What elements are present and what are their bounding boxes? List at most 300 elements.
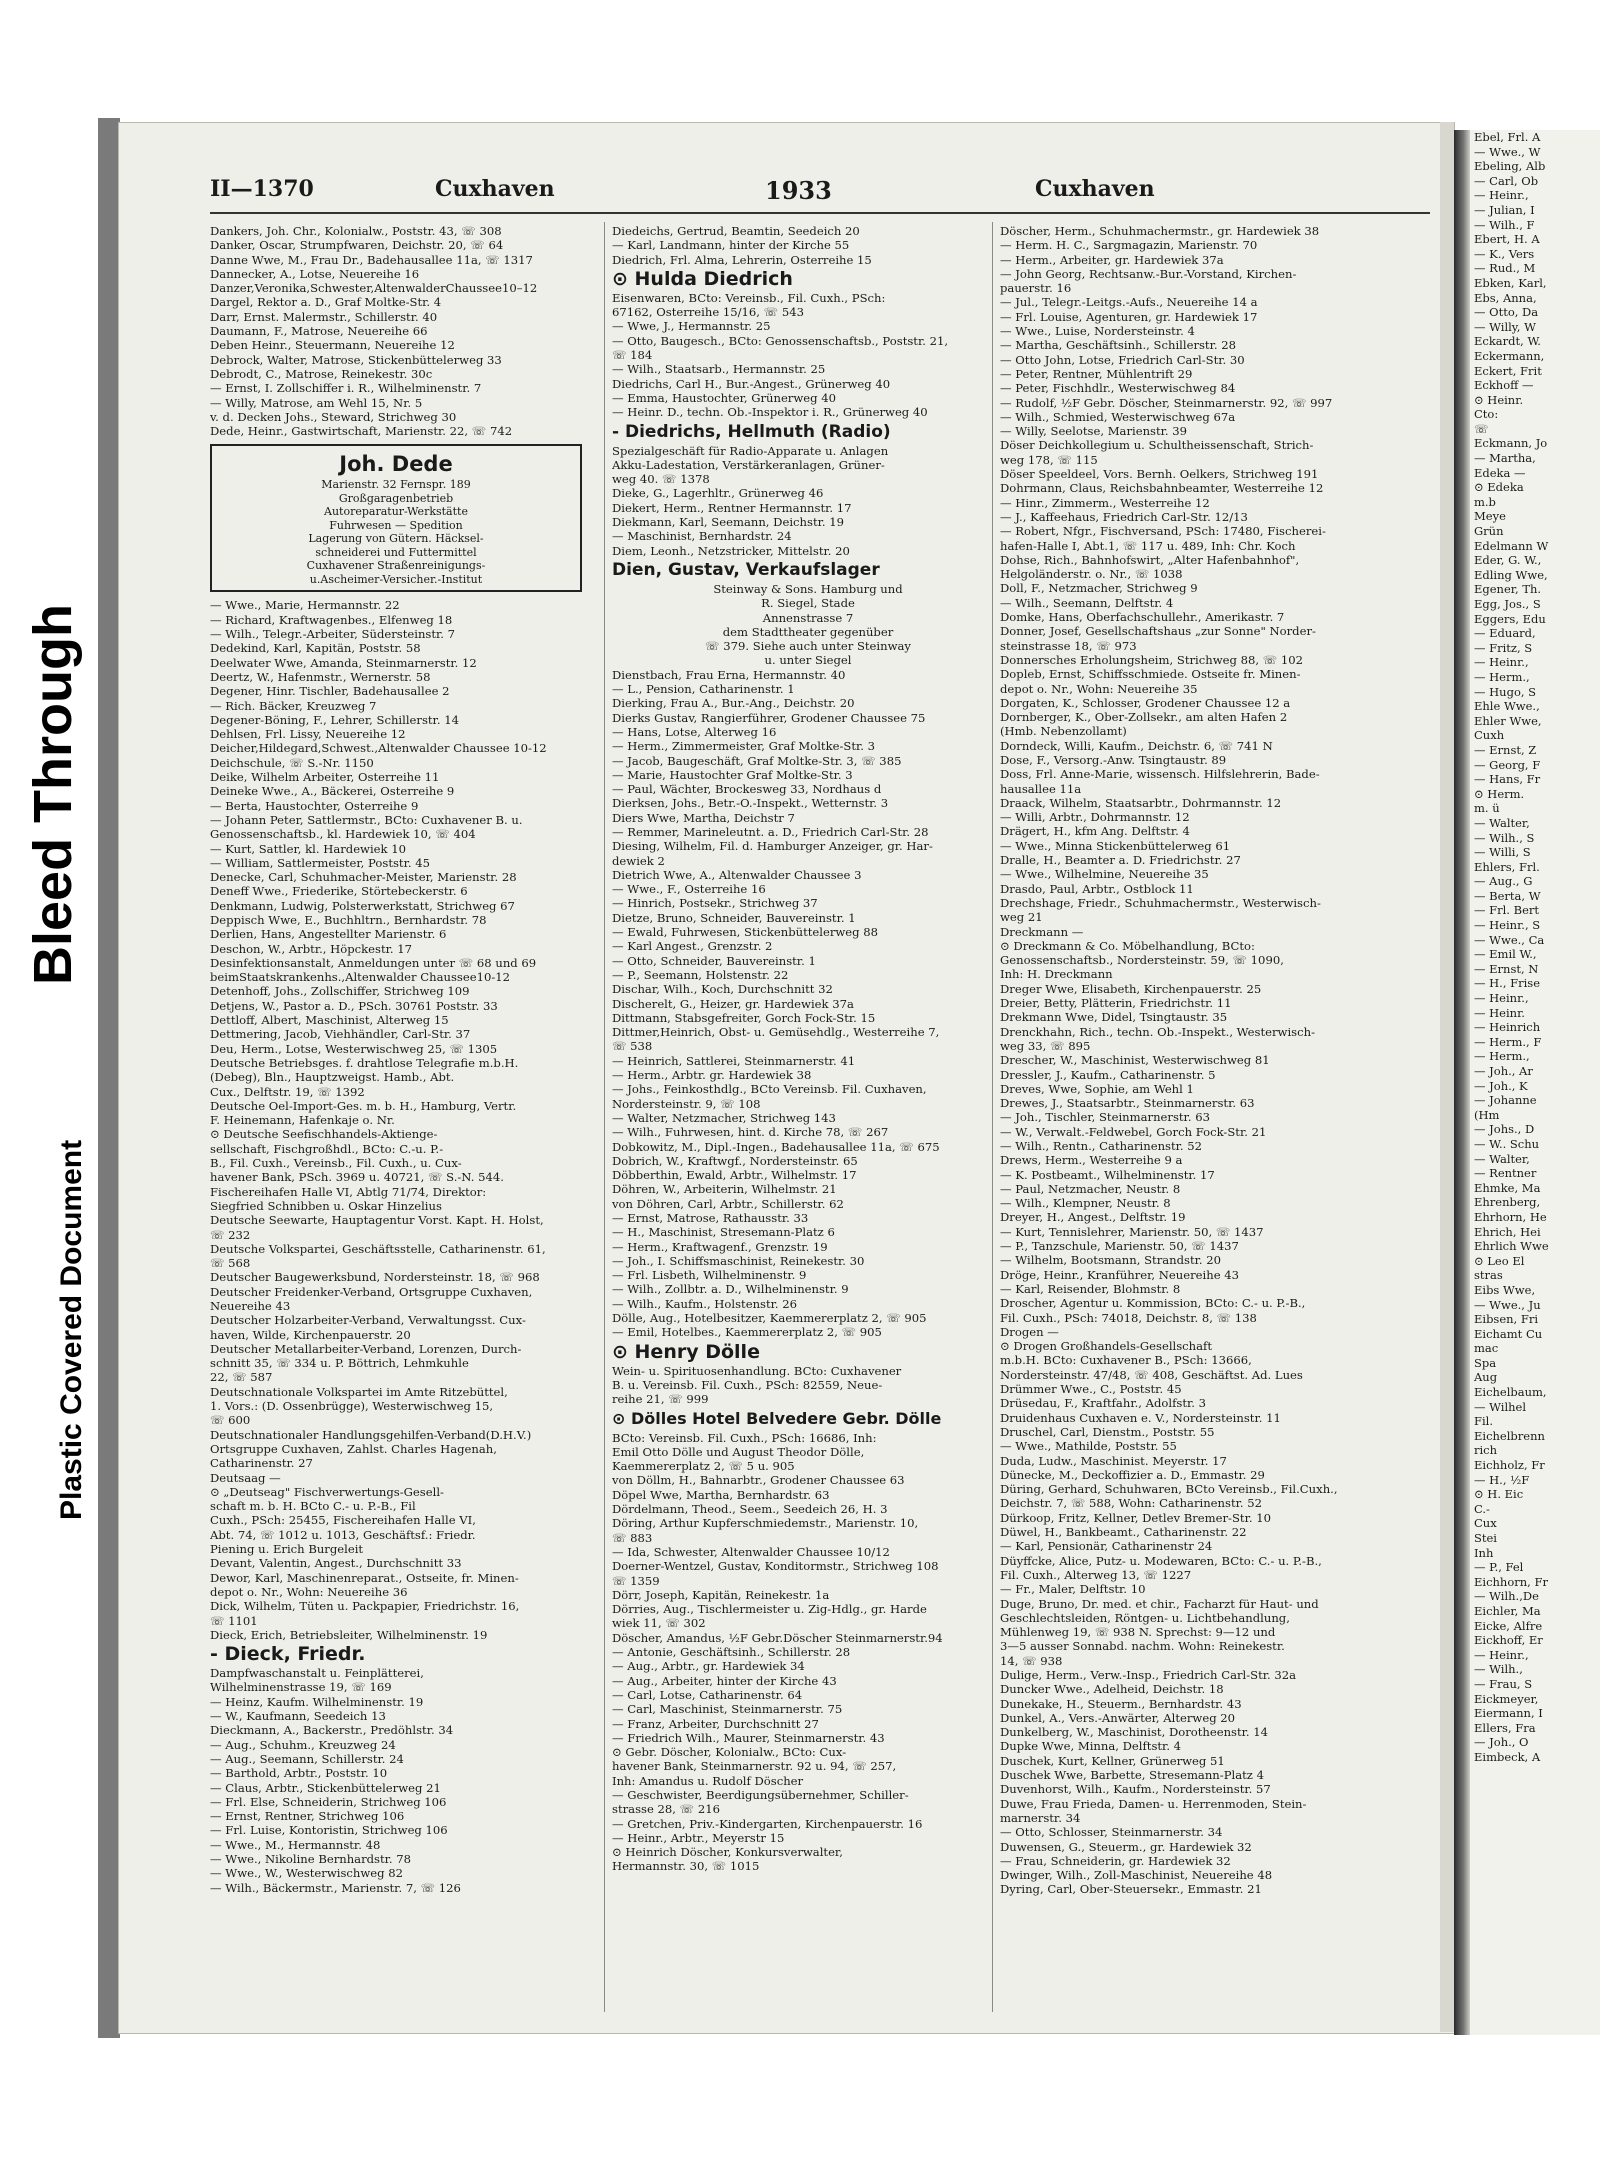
directory-entry: Dittmer,Heinrich, Obst- u. Gemüsehdlg., Westerreihe 7,	[612, 1025, 940, 1040]
directory-entry: 67162, Osterreihe 15/16, ☏ 543	[612, 305, 804, 320]
directory-entry: — Robert, Nfgr., Fischversand, PSch: 17480, Fischerei-	[1000, 524, 1326, 539]
facing-page-entry: — Heinr.,	[1474, 188, 1529, 203]
directory-entry: B. u. Vereinsb. Fil. Cuxh., PSch: 82559, Neue-	[612, 1377, 883, 1392]
directory-entry: — Wilh., Zollbtr. a. D., Wilhelminenstr. 9	[612, 1282, 849, 1297]
directory-entry: Dunekake, H., Steuerm., Bernhardstr. 43	[1000, 1696, 1242, 1711]
directory-entry: 1. Vors.: (D. Ossenbrügge), Westerwischweg 15,	[210, 1399, 494, 1414]
facing-page-entry: — Wwe., W	[1474, 144, 1541, 159]
directory-entry: — Carl, Maschinist, Steinmarnerstr. 75	[612, 1702, 843, 1717]
directory-entry: Donner, Josef, Gesellschaftshaus „zur Sonne" Norder-	[1000, 624, 1316, 639]
ad-line: ☏ 379. Siehe auch unter Steinway	[705, 639, 911, 654]
facing-page-entry: (Hm	[1474, 1107, 1500, 1122]
directory-entry: — Rudolf, ½F Gebr. Döscher, Steinmarnerstr. 92, ☏ 997	[1000, 395, 1333, 410]
directory-entry: — Joh., Tischler, Steinmarnerstr. 63	[1000, 1110, 1210, 1125]
facing-page-entry: Ellers, Fra	[1474, 1720, 1536, 1735]
directory-entry: Danzer,Veronika,Schwester,AltenwalderChaussee10–12	[210, 281, 538, 296]
directory-entry: — Ewald, Fuhrwesen, Stickenbüttelerweg 88	[612, 925, 879, 940]
facing-page-entry: — Ernst, Z	[1474, 742, 1537, 757]
directory-entry: — Richard, Kraftwagenbes., Elfenweg 18	[210, 612, 453, 627]
directory-entry: Diers Wwe, Martha, Deichstr 7	[612, 810, 795, 825]
directory-entry: Dreger Wwe, Elisabeth, Kirchenpauerstr. 25	[1000, 981, 1262, 996]
directory-entry: (Hmb. Nebenzollamt)	[1000, 724, 1127, 739]
directory-entry: Dienstbach, Frau Erna, Hermannstr. 40	[612, 667, 846, 682]
directory-entry: Dietrich Wwe, A., Altenwalder Chaussee 3	[612, 867, 862, 882]
directory-entry: Duda, Ludw., Maschinist. Meyerstr. 17	[1000, 1453, 1227, 1468]
facing-page-entry: — Hugo, S	[1474, 684, 1537, 699]
facing-page-entry: mac	[1474, 1341, 1499, 1356]
directory-entry: Geschlechtsleiden, Röntgen- u. Lichtbehandlung,	[1000, 1610, 1290, 1625]
directory-entry: Dieckmann, A., Backerstr., Predöhlstr. 34	[210, 1723, 454, 1738]
directory-entry: Derlien, Hans, Angestellter Marienstr. 6	[210, 927, 447, 942]
ad-line: Cuxhavener Straßenreinigungs-	[306, 559, 486, 573]
facing-page-entry: ⊙ H. Eic	[1474, 1487, 1524, 1502]
directory-entry: Diem, Leonh., Netzstricker, Mittelstr. 20	[612, 543, 850, 558]
directory-entry: wiek 11, ☏ 302	[612, 1616, 706, 1631]
directory-entry: depot o. Nr., Wohn: Neuereihe 36	[210, 1584, 408, 1599]
facing-page-entry: — Willi, S	[1474, 845, 1531, 860]
directory-entry: — Claus, Arbtr., Stickenbüttelerweg 21	[210, 1780, 441, 1795]
directory-entry: — W., Kaufmann, Seedeich 13	[210, 1709, 386, 1724]
directory-entry: — Wilh., Seemann, Delftstr. 4	[1000, 595, 1174, 610]
facing-page-entry: — Walter,	[1474, 1151, 1530, 1166]
directory-entry: — Hinr., Zimmerm., Westerreihe 12	[1000, 495, 1210, 510]
directory-entry: Darr, Ernst. Malermstr., Schillerstr. 40	[210, 309, 438, 324]
facing-page-entry: — Rentner	[1474, 1166, 1537, 1181]
directory-entry: — Ernst, Rentner, Strichweg 106	[210, 1809, 405, 1824]
directory-entry: Deutschnationale Volkspartei im Amte Ritzebüttel,	[210, 1384, 508, 1399]
directory-entry: Dieke, G., Lagerhltr., Grünerweg 46	[612, 486, 824, 501]
facing-page-entry: — Willy, W	[1474, 319, 1536, 334]
facing-page-entry: Ebken, Karl,	[1474, 275, 1547, 290]
facing-page-entry: Egg, Jos., S	[1474, 597, 1541, 611]
directory-entry: Dreier, Betty, Plätterin, Friedrichstr. 11	[1000, 996, 1232, 1011]
facing-page-entry: — Johanne	[1474, 1093, 1537, 1108]
city-left: Cuxhaven	[435, 176, 555, 202]
directory-entry: — Aug., Seemann, Schillerstr. 24	[210, 1751, 404, 1766]
facing-page-entry: — Heinr.	[1474, 1005, 1525, 1020]
ad-line: Autoreparatur-Werkstätte	[324, 505, 468, 519]
facing-page-entry: Ehlers, Frl.	[1474, 859, 1540, 874]
directory-entry: — Maschinist, Bernhardstr. 24	[612, 529, 792, 544]
directory-entry: dewiek 2	[612, 853, 665, 868]
directory-entry: — Wwe., F., Osterreihe 16	[612, 882, 766, 897]
directory-entry: Siegfried Schnibben u. Oskar Hinzelius	[210, 1198, 442, 1213]
directory-entry: Deelwater Wwe, Amanda, Steinmarnerstr. 12	[210, 655, 477, 670]
directory-entry: Drekmann Wwe, Didel, Tsingtaustr. 35	[1000, 1010, 1228, 1025]
facing-page-entry: ⊙ Edeka	[1474, 480, 1524, 495]
facing-page-entry: Edelmann W	[1474, 538, 1549, 553]
directory-entry: ⊙ „Deutseag" Fischverwertungs-Gesell-	[210, 1484, 444, 1499]
directory-entry: — Peter, Fischhdlr., Westerwischweg 84	[1000, 381, 1236, 396]
directory-entry: Dettmering, Jacob, Viehhändler, Carl-Str. 37	[210, 1027, 471, 1042]
directory-entry: Genossenschaftsb., kl. Hardewiek 10, ☏ 404	[210, 827, 476, 842]
directory-entry: — Wilh., Fuhrwesen, hint. d. Kirche 78, ☏ 267	[612, 1125, 889, 1140]
directory-entry: — Hans, Lotse, Alterweg 16	[612, 724, 777, 739]
directory-entry: von Döllm, H., Bahnarbtr., Grodener Chaussee 63	[612, 1473, 905, 1488]
directory-entry: Deutscher Metallarbeiter-Verband, Lorenzen, Durch-	[210, 1341, 522, 1356]
directory-entry: Dunkel, A., Vers.-Anwärter, Alterweg 20	[1000, 1710, 1236, 1725]
entry-dieck-friedr: - Dieck, Friedr.	[210, 1643, 366, 1666]
directory-entry: Hermannstr. 30, ☏ 1015	[612, 1859, 760, 1874]
facing-page-entry: — Frl. Bert	[1474, 903, 1539, 918]
entry-henry-doelle: ⊙ Henry Dölle	[612, 1340, 760, 1363]
directory-entry: Dopleb, Ernst, Schiffsschmiede. Ostseite fr. Minen-	[1000, 667, 1301, 682]
facing-page-entry: Eibs Wwe,	[1474, 1282, 1536, 1297]
directory-entry: — Frau, Schneiderin, gr. Hardewiek 32	[1000, 1853, 1231, 1868]
directory-entry: — Heinr. D., techn. Ob.-Inspektor i. R., Grünerweg 40	[612, 405, 928, 420]
directory-entry: — Karl Angest., Grenzstr. 2	[612, 939, 773, 954]
directory-entry: — Heinz, Kaufm. Wilhelminenstr. 19	[210, 1694, 424, 1709]
directory-entry: Deutscher Baugewerksbund, Nordersteinstr. 18, ☏ 968	[210, 1270, 540, 1285]
directory-entry: — Willi, Arbtr., Dohrmannstr. 12	[1000, 810, 1190, 825]
directory-entry: Döpel Wwe, Martha, Bernhardstr. 63	[612, 1487, 830, 1502]
ad-line: Marienstr. 32 Fernspr. 189	[321, 478, 471, 492]
directory-entry: Düyffcke, Alice, Putz- u. Modewaren, BCto: C.- u. P.-B.,	[1000, 1553, 1322, 1568]
page-edge-shadow	[1440, 122, 1454, 2032]
directory-entry: Duschek Wwe, Barbette, Stresemann-Platz 4	[1000, 1768, 1264, 1783]
facing-page-entry: — Heinr.,	[1474, 1647, 1529, 1662]
directory-entry: Degener, Hinr. Tischler, Badehausallee 2	[210, 684, 450, 699]
page-number: II—1370	[210, 176, 314, 202]
directory-entry: weg 21	[1000, 910, 1043, 925]
directory-entry: — Herm., Kraftwagenf., Grenzstr. 19	[612, 1239, 828, 1254]
directory-entry: — Otto John, Lotse, Friedrich Carl-Str. 30	[1000, 352, 1245, 367]
directory-entry: Catharinenstr. 27	[210, 1456, 313, 1471]
facing-page-entry: Stei	[1474, 1531, 1497, 1545]
directory-entry: Dankers, Joh. Chr., Kolonialw., Poststr. 43, ☏ 308	[210, 224, 502, 238]
directory-entry: Dettloff, Albert, Maschinist, Alterweg 15	[210, 1013, 449, 1028]
directory-entry: Denkmann, Ludwig, Polsterwerkstatt, Strichweg 67	[210, 898, 515, 913]
directory-entry: — H., Maschinist, Stresemann-Platz 6	[612, 1225, 835, 1240]
facing-page-entry: — Walter,	[1474, 815, 1530, 830]
directory-entry: beimStaatskrankenhs.,Altenwalder Chaussee10-12	[210, 970, 510, 985]
directory-entry: — Wilh., Kaufm., Holstenstr. 26	[612, 1296, 798, 1311]
directory-entry: ⊙ Drogen Großhandels-Gesellschaft	[1000, 1339, 1213, 1354]
facing-page-entry: — H., ½F	[1474, 1472, 1530, 1487]
directory-entry: Duwensen, G., Steuerm., gr. Hardewiek 32	[1000, 1839, 1252, 1854]
facing-page-entry: Eckermann,	[1474, 348, 1545, 363]
directory-entry: Dannecker, A., Lotse, Neuereihe 16	[210, 266, 420, 281]
directory-entry: Deertz, W., Hafenmstr., Wernerstr. 58	[210, 669, 431, 684]
directory-entry: weg 40. ☏ 1378	[612, 472, 710, 487]
facing-page-entry: Grün	[1474, 524, 1504, 539]
facing-page-entry: — Otto, Da	[1474, 305, 1539, 320]
directory-entry: Kaemmererplatz 2, ☏ 5 u. 905	[612, 1459, 795, 1474]
directory-entry: Dick, Wilhelm, Tüten u. Packpapier, Friedrichstr. 16,	[210, 1599, 520, 1614]
directory-entry: — Herm., Arbtr. gr. Hardewiek 38	[612, 1068, 812, 1083]
directory-entry: Deutschnationaler Handlungsgehilfen-Verband(D.H.V.)	[210, 1427, 532, 1442]
directory-entry: Inh: Amandus u. Rudolf Döscher	[612, 1773, 804, 1788]
facing-page-entry: ⊙ Herm.	[1474, 786, 1525, 801]
directory-entry: Druschel, Carl, Dienstm., Poststr. 55	[1000, 1424, 1215, 1439]
directory-entry: ☏ 1101	[210, 1613, 258, 1628]
directory-entry: Dede, Heinr., Gastwirtschaft, Marienstr. 22, ☏ 742	[210, 424, 513, 439]
directory-entry: — Wwe., Luise, Nordersteinstr. 4	[1000, 324, 1195, 339]
directory-entry: — Karl, Landmann, hinter der Kirche 55	[612, 238, 850, 253]
directory-entry: Ortsgruppe Cuxhaven, Zahlst. Charles Hagenah,	[210, 1441, 497, 1456]
directory-entry: (Debeg), Bln., Hauptzweigst. Hamb., Abt.	[210, 1070, 455, 1085]
facing-page-entry: rich	[1474, 1443, 1498, 1458]
directory-entry: Deben Heinr., Steuermann, Neuereihe 12	[210, 338, 455, 353]
directory-entry: — Ernst, Matrose, Rathausstr. 33	[612, 1211, 809, 1225]
facing-page-entry: m. ü	[1474, 801, 1500, 816]
facing-page-entry: Eichler, Ma	[1474, 1603, 1541, 1618]
facing-page-entry: Eickhoff, Er	[1474, 1633, 1543, 1648]
facing-page-entry: — Heinr., S	[1474, 918, 1541, 933]
directory-entry: Dierksen, Johs., Betr.-O.-Inspekt., Wetternstr. 3	[612, 796, 889, 811]
facing-page-entry: — Julian, I	[1474, 202, 1535, 217]
directory-entry: weg 33, ☏ 895	[1000, 1038, 1091, 1053]
directory-entry: Draack, Wilhelm, Staatsarbtr., Dohrmannstr. 12	[1000, 795, 1282, 810]
directory-entry: Fil. Cuxh., Alterweg 13, ☏ 1227	[1000, 1567, 1192, 1582]
directory-entry: Deutscher Holzarbeiter-Verband, Verwaltungsst. Cux-	[210, 1313, 526, 1328]
directory-entry: steinstrasse 18, ☏ 973	[1000, 638, 1137, 653]
facing-page-entry: — Martha,	[1474, 451, 1536, 466]
directory-entry: Drews, Herm., Westerreihe 9 a	[1000, 1153, 1183, 1168]
directory-entry: schaft m. b. H. BCto C.- u. P.-B., Fil	[210, 1499, 416, 1514]
directory-entry: — Kurt, Sattler, kl. Hardewiek 10	[210, 841, 407, 856]
directory-entry: — Herm., Zimmermeister, Graf Moltke-Str. 3	[612, 739, 875, 754]
directory-entry: B., Fil. Cuxh., Vereinsb., Fil. Cuxh., u. Cux-	[210, 1156, 462, 1171]
directory-entry: Dietze, Bruno, Schneider, Bauvereinstr. 1	[612, 910, 856, 925]
facing-page-entry: — Carl, Ob	[1474, 173, 1539, 188]
directory-entry: Drewes, J., Staatsarbtr., Steinmarnerstr. 63	[1000, 1096, 1255, 1111]
directory-entry: Döser Speeldeel, Vors. Bernh. Oelkers, Strichweg 191	[1000, 467, 1319, 482]
directory-entry: Diesing, Wilhelm, Fil. d. Hamburger Anzeiger, gr. Har-	[612, 839, 933, 854]
directory-entry: Cux., Delftstr. 19, ☏ 1392	[210, 1084, 365, 1099]
directory-entry: v. d. Decken Johs., Steward, Strichweg 30	[210, 409, 457, 424]
directory-entry: — Wilh., Bäckermstr., Marienstr. 7, ☏ 126	[210, 1880, 461, 1895]
directory-entry: Mühlenweg 19, ☏ 938 N. Sprechst: 9—12 und	[1000, 1625, 1276, 1640]
directory-entry: — Aug., Arbtr., gr. Hardewiek 34	[612, 1659, 805, 1674]
facing-page-entry: Cto:	[1474, 407, 1499, 422]
scan-left-edge	[98, 118, 120, 2038]
directory-entry: — Karl, Reisender, Blohmstr. 8	[1000, 1281, 1181, 1296]
directory-entry: Duvenhorst, Wilh., Kaufm., Nordersteinstr. 57	[1000, 1782, 1271, 1797]
directory-entry: pauerstr. 16	[1000, 281, 1072, 296]
directory-entry: Nordersteinstr. 9, ☏ 108	[612, 1096, 761, 1111]
directory-entry: Druidenhaus Cuxhaven e. V., Nordersteinstr. 11	[1000, 1410, 1281, 1425]
directory-entry: — Wilh., Klempner, Neustr. 8	[1000, 1196, 1171, 1211]
directory-entry: strasse 28, ☏ 216	[612, 1802, 720, 1817]
directory-entry: — W., Verwalt.-Feldwebel, Gorch Fock-Str. 21	[1000, 1124, 1267, 1139]
directory-entry: ☏ 184	[612, 348, 653, 363]
facing-page-entry: stras	[1474, 1268, 1503, 1283]
directory-entry: — Herm., Arbeiter, gr. Hardewiek 37a	[1000, 252, 1224, 267]
directory-entry: Genossenschaftsb., Nordersteinstr. 59, ☏ 1090,	[1000, 953, 1284, 968]
directory-entry: Drägert, H., kfm Ang. Delftstr. 4	[1000, 824, 1190, 839]
directory-entry: — Aug., Arbeiter, hinter der Kirche 43	[612, 1673, 837, 1688]
directory-entry: 14, ☏ 938	[1000, 1653, 1063, 1668]
directory-entry: Akku-Ladestation, Verstärkeranlagen, Grüner-	[612, 457, 885, 472]
facing-page-entry: Ehler Wwe,	[1474, 713, 1542, 728]
directory-entry: ☏ 600	[210, 1413, 251, 1428]
directory-entry: Döser Deichkollegium u. Schultheissenschaft, Strich-	[1000, 438, 1314, 453]
directory-entry: — Paul, Wächter, Brockesweg 33, Nordhaus d	[612, 782, 882, 797]
directory-entry: Dwinger, Wilh., Zoll-Maschinist, Neuereihe 48	[1000, 1868, 1273, 1883]
directory-entry: — P., Seemann, Holstenstr. 22	[612, 967, 789, 982]
directory-entry: Dieck, Erich, Betriebsleiter, Wilhelminenstr. 19	[210, 1627, 488, 1642]
directory-entry: — Joh., I. Schiffsmaschinist, Reinekestr. 30	[612, 1253, 865, 1268]
directory-entry: Spezialgeschäft für Radio-Apparate u. Anlagen	[612, 443, 889, 458]
ad-line: u. unter Siegel	[764, 653, 852, 668]
directory-entry: Dehlsen, Frl. Lissy, Neuereihe 12	[210, 727, 406, 742]
directory-entry: Deutsaag —	[210, 1470, 281, 1485]
directory-entry: Drüsedau, F., Kraftfahr., Adolfstr. 3	[1000, 1396, 1207, 1411]
facing-page-entry: Eckert, Frit	[1474, 363, 1542, 378]
facing-page-entry: — Herm.,	[1474, 1049, 1530, 1064]
directory-entry: — Remmer, Marineleutnt. a. D., Friedrich Carl-Str. 28	[612, 824, 929, 839]
facing-page-entry: Ehmke, Ma	[1474, 1180, 1541, 1195]
facing-page-entry: — Rud., M	[1474, 261, 1536, 276]
facing-page-entry: Eggers, Edu	[1474, 611, 1546, 626]
directory-entry: ⊙ Gebr. Döscher, Kolonialw., BCto: Cux-	[612, 1745, 847, 1760]
directory-entry: — Martha, Geschäftsinh., Schillerstr. 28	[1000, 338, 1236, 353]
directory-entry: Dördelmann, Theod., Seem., Seedeich 26, H. 3	[612, 1502, 888, 1517]
directory-entry: Dorndeck, Willi, Kaufm., Deichstr. 6, ☏ 741 N	[1000, 738, 1273, 753]
directory-entry: Dreckmann —	[1000, 924, 1084, 939]
directory-entry: — Peter, Rentner, Mühlentrift 29	[1000, 366, 1193, 381]
column-2	[612, 224, 1004, 1874]
directory-entry: Diekert, Herm., Rentner Hermannstr. 17	[612, 500, 852, 515]
directory-entry: Deutsche Betriebsges. f. drahtlose Telegrafie m.b.H.	[210, 1055, 519, 1070]
directory-entry: Döring, Arthur Kupferschmiedemstr., Marienstr. 10,	[612, 1516, 919, 1531]
entry-dien-gustav: Dien, Gustav, Verkaufslager	[612, 559, 880, 580]
facing-page-entry: — Eduard,	[1474, 626, 1536, 641]
directory-entry: Dittmann, Stabsgefreiter, Gorch Fock-Str. 15	[612, 1010, 876, 1025]
directory-entry: Deschon, W., Arbtr., Höpckestr. 17	[210, 941, 413, 956]
ad-line: u.Ascheimer-Versicher.-Institut	[309, 572, 483, 586]
facing-page-entry: Eicke, Alfre	[1474, 1618, 1543, 1633]
facing-page-entry: Spa	[1474, 1355, 1497, 1370]
directory-entry: — Rich. Bäcker, Kreuzweg 7	[210, 698, 377, 713]
directory-entry: Eisenwaren, BCto: Vereinsb., Fil. Cuxh., PSch:	[612, 290, 886, 305]
directory-entry: Dunkelberg, W., Maschinist, Dorotheenstr. 14	[1000, 1725, 1269, 1740]
facing-page-entry: — Heinr.,	[1474, 655, 1529, 670]
directory-entry: — Wwe., W., Westerwischweg 82	[210, 1866, 404, 1881]
directory-entry: Dischar, Wilh., Koch, Durchschnitt 32	[612, 982, 833, 997]
directory-entry: marnerstr. 34	[1000, 1810, 1081, 1825]
facing-page-entry: Ebert, H. A	[1474, 232, 1540, 247]
directory-entry: — Wwe., Marie, Hermannstr. 22	[210, 598, 400, 613]
directory-entry: — Herm. H. C., Sargmagazin, Marienstr. 70	[1000, 238, 1258, 253]
directory-entry: F. Heinemann, Hafenkaje o. Nr.	[210, 1113, 395, 1128]
directory-entry: — Willy, Matrose, am Wehl 15, Nr. 5	[210, 395, 423, 410]
facing-page-entry: — K., Vers	[1474, 246, 1535, 261]
directory-entry: 22, ☏ 587	[210, 1370, 273, 1385]
directory-entry: — Ida, Schwester, Altenwalder Chaussee 10/12	[612, 1544, 890, 1559]
ad-line: dem Stadttheater gegenüber	[722, 624, 894, 639]
directory-entry: Drogen —	[1000, 1324, 1059, 1339]
directory-entry: Dreves, Wwe, Sophie, am Wehl 1	[1000, 1081, 1194, 1096]
directory-entry: Dobrich, W., Kraftwgf., Nordersteinstr. 65	[612, 1153, 858, 1168]
facing-page-entry: Eibsen, Fri	[1474, 1312, 1539, 1327]
directory-entry: — Emma, Haustochter, Grünerweg 40	[612, 390, 836, 405]
directory-entry: Dröge, Heinr., Kranführer, Neuereihe 43	[1000, 1267, 1240, 1282]
facing-page-entry: ☏	[1474, 421, 1489, 436]
ad-title: Joh. Dede	[339, 452, 453, 477]
facing-page-entry: — Wilh.,	[1474, 1662, 1523, 1677]
directory-entry: Debrock, Walter, Matrose, Stickenbüttelerweg 33	[210, 352, 502, 367]
directory-entry: — Walter, Netzmacher, Strichweg 143	[612, 1110, 836, 1125]
directory-entry: — Heinr., Arbtr., Meyerstr 15	[612, 1830, 785, 1845]
ad-line: Fuhrwesen — Spedition	[329, 518, 463, 532]
directory-entry: Dierking, Frau A., Bur.-Ang., Deichstr. 20	[612, 696, 855, 711]
facing-page-entry: — Wilh., S	[1474, 830, 1535, 845]
facing-page-entry: ⊙ Leo El	[1474, 1253, 1525, 1268]
directory-entry: — William, Sattlermeister, Poststr. 45	[210, 855, 430, 870]
facing-page-entry: — Aug., G	[1474, 874, 1533, 889]
directory-entry: Fil. Cuxh., PSch: 74018, Deichstr. 8, ☏ 138	[1000, 1310, 1257, 1325]
directory-entry: ☏ 568	[210, 1256, 251, 1271]
facing-page-entry: — Berta, W	[1474, 888, 1541, 903]
facing-page-entry: Cux	[1474, 1516, 1497, 1531]
directory-entry: ☏ 1359	[612, 1573, 660, 1588]
facing-page-entry: Ehrlich Wwe	[1474, 1239, 1549, 1254]
directory-entry: Diedrichs, Carl H., Bur.-Angest., Grünerweg 40	[612, 376, 891, 391]
entry-diedrichs-radio: - Diedrichs, Hellmuth (Radio)	[612, 421, 891, 442]
directory-entry: — Wwe., Nikoline Bernhardstr. 78	[210, 1851, 412, 1866]
bleed-through-label: Bleed Through	[23, 604, 83, 985]
directory-entry: — Wwe., Minna Stickenbüttelerweg 61	[1000, 838, 1231, 853]
ad-line: Annenstrasse 7	[762, 610, 854, 625]
directory-entry: — Wwe., M., Hermannstr. 48	[210, 1837, 381, 1852]
directory-entry: — Otto, Schneider, Bauvereinstr. 1	[612, 953, 816, 968]
facing-page-entry: Ebeling, Alb	[1474, 159, 1546, 174]
directory-entry: Dölle, Aug., Hotelbesitzer, Kaemmererplatz 2, ☏ 905	[612, 1311, 927, 1326]
facing-page-entry: — Wilhel	[1474, 1399, 1527, 1414]
directory-entry: — Antonie, Geschäftsinh., Schillerstr. 28	[612, 1645, 851, 1660]
directory-entry: — J., Kaffeehaus, Friedrich Carl-Str. 12/13	[1000, 509, 1248, 524]
directory-entry: Drenckhahn, Rich., techn. Ob.-Inspekt., Westerwisch-	[1000, 1024, 1315, 1039]
directory-entry: — Friedrich Wilh., Maurer, Steinmarnerstr. 43	[612, 1730, 885, 1745]
directory-entry: Dobkowitz, M., Dipl.-Ingen., Badehausallee 11a, ☏ 675	[612, 1139, 940, 1154]
directory-entry: Deichstr. 7, ☏ 588, Wohn: Catharinenstr. 52	[1000, 1496, 1263, 1511]
directory-entry: ⊙ Heinrich Döscher, Konkursverwalter,	[612, 1845, 843, 1860]
directory-entry: Domke, Hans, Oberfachschullehr., Amerikastr. 7	[1000, 610, 1285, 625]
facing-page-entry: Eichamt Cu	[1474, 1326, 1543, 1341]
directory-entry: Discherelt, G., Heizer, gr. Hardewiek 37a	[612, 996, 854, 1011]
plastic-covered-label: Plastic Covered Document	[55, 1139, 88, 1520]
directory-entry: Diedeichs, Gertrud, Beamtin, Seedeich 20	[612, 224, 860, 238]
directory-entry: — Franz, Arbeiter, Durchschnitt 27	[612, 1716, 819, 1731]
directory-entry: — P., Tanzschule, Marienstr. 50, ☏ 1437	[1000, 1239, 1239, 1254]
facing-page-entry: Eichelbaum,	[1474, 1385, 1547, 1400]
directory-entry: hafen-Halle I, Abt.1, ☏ 117 u. 489, Inh: Chr. Koch	[1000, 538, 1296, 553]
directory-entry: Dürkoop, Fritz, Kellner, Detlev Bremer-Str. 10	[1000, 1510, 1271, 1525]
directory-entry: Donnersches Erholungsheim, Strichweg 88, ☏ 102	[1000, 652, 1304, 667]
directory-entry: havener Bank, Steinmarnerstr. 92 u. 94, ☏ 257,	[612, 1759, 897, 1774]
directory-entry: Doss, Frl. Anne-Marie, wissensch. Hilfslehrerin, Bade-	[1000, 767, 1320, 782]
directory-entry: Deutsche Oel-Import-Ges. m. b. H., Hamburg, Vertr.	[210, 1098, 517, 1113]
directory-entry: Dampfwaschanstalt u. Feinplätterei,	[210, 1666, 424, 1681]
directory-entry: — Kurt, Tennislehrer, Marienstr. 50, ☏ 1437	[1000, 1224, 1264, 1239]
directory-entry: Drasdo, Paul, Arbtr., Ostblock 11	[1000, 881, 1194, 896]
directory-entry: haven, Wilde, Kirchenpauerstr. 20	[210, 1327, 411, 1342]
directory-entry: Dorgaten, K., Schlosser, Grodener Chaussee 12 a	[1000, 695, 1291, 710]
facing-page-entry: Ehrich, Hei	[1474, 1224, 1541, 1239]
directory-entry: Degener-Böning, F., Lehrer, Schillerstr. 14	[210, 712, 459, 727]
column-divider	[604, 222, 605, 2012]
city-right: Cuxhaven	[1035, 176, 1155, 202]
directory-entry: Duncker Wwe., Adelheid, Deichstr. 18	[1000, 1682, 1224, 1697]
directory-entry: Döbberthin, Ewald, Arbtr., Wilhelmstr. 17	[612, 1168, 857, 1183]
directory-entry: Inh: H. Dreckmann	[1000, 967, 1113, 982]
directory-entry: — Willy, Seelotse, Marienstr. 39	[1000, 424, 1188, 439]
facing-page-entry: — Wilh.,De	[1474, 1589, 1539, 1604]
directory-entry: Deneff Wwe., Friederike, Störtebeckerstr. 6	[210, 884, 468, 899]
directory-entry: — Heinrich, Sattlerei, Steinmarnerstr. 41	[612, 1053, 856, 1068]
